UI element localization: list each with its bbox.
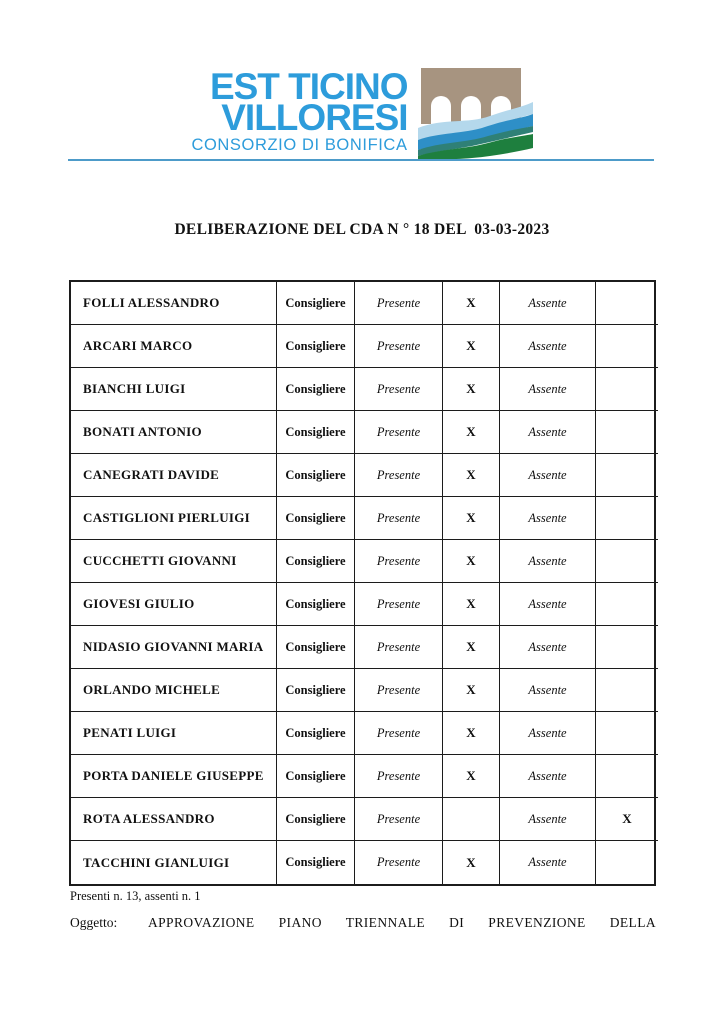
present-mark: X [443, 454, 500, 497]
present-mark [443, 798, 500, 841]
present-label: Presente [355, 282, 443, 325]
absent-label: Assente [500, 712, 596, 755]
absent-label: Assente [500, 325, 596, 368]
absent-mark [596, 454, 658, 497]
absent-mark [596, 669, 658, 712]
member-role: Consigliere [277, 282, 355, 325]
absent-mark [596, 325, 658, 368]
present-mark: X [443, 411, 500, 454]
absent-label: Assente [500, 669, 596, 712]
present-label: Presente [355, 540, 443, 583]
member-name: GIOVESI GIULIO [71, 583, 277, 626]
absent-mark [596, 583, 658, 626]
present-label: Presente [355, 583, 443, 626]
member-name: ORLANDO MICHELE [71, 669, 277, 712]
present-mark: X [443, 583, 500, 626]
absent-label: Assente [500, 497, 596, 540]
member-role: Consigliere [277, 712, 355, 755]
member-role: Consigliere [277, 798, 355, 841]
absent-mark [596, 712, 658, 755]
member-name: PORTA DANIELE GIUSEPPE [71, 755, 277, 798]
present-mark: X [443, 282, 500, 325]
absent-label: Assente [500, 798, 596, 841]
present-label: Presente [355, 841, 443, 884]
consortium-logo [0, 64, 724, 159]
absent-mark [596, 411, 658, 454]
present-mark: X [443, 712, 500, 755]
subject-label: Oggetto: [70, 915, 118, 930]
member-role: Consigliere [277, 626, 355, 669]
absent-label: Assente [500, 841, 596, 884]
member-name: BONATI ANTONIO [71, 411, 277, 454]
logo-title-line2: VILLORESI [221, 96, 408, 138]
member-role: Consigliere [277, 454, 355, 497]
member-role: Consigliere [277, 368, 355, 411]
member-name: CANEGRATI DAVIDE [71, 454, 277, 497]
member-role: Consigliere [277, 411, 355, 454]
absent-mark [596, 497, 658, 540]
member-name: TACCHINI GIANLUIGI [71, 841, 277, 884]
present-mark: X [443, 368, 500, 411]
absent-label: Assente [500, 540, 596, 583]
member-name: ARCARI MARCO [71, 325, 277, 368]
member-name: CASTIGLIONI PIERLUIGI [71, 497, 277, 540]
present-label: Presente [355, 712, 443, 755]
absent-label: Assente [500, 454, 596, 497]
logo-subtitle: CONSORZIO DI BONIFICA [191, 136, 408, 155]
present-label: Presente [355, 497, 443, 540]
logo-wordmark [191, 65, 408, 155]
present-mark: X [443, 540, 500, 583]
present-label: Presente [355, 755, 443, 798]
page-title: DELIBERAZIONE DEL CDA N ° 18 DEL 03-03-2023 [174, 221, 550, 238]
attendance-table [69, 280, 656, 886]
bridge-waves-icon [418, 64, 533, 159]
member-role: Consigliere [277, 841, 355, 884]
absent-mark [596, 282, 658, 325]
member-role: Consigliere [277, 583, 355, 626]
present-mark: X [443, 497, 500, 540]
member-role: Consigliere [277, 669, 355, 712]
header-divider-line [68, 159, 654, 161]
absent-mark [596, 755, 658, 798]
present-label: Presente [355, 368, 443, 411]
present-label: Presente [355, 669, 443, 712]
present-mark: X [443, 755, 500, 798]
absent-label: Assente [500, 368, 596, 411]
member-name: CUCCHETTI GIOVANNI [71, 540, 277, 583]
absent-label: Assente [500, 626, 596, 669]
absent-mark [596, 368, 658, 411]
subject-text: APPROVAZIONE PIANO TRIENNALE DI PREVENZIONE DELLA [148, 915, 656, 930]
absent-mark [596, 626, 658, 669]
logo-title-line1: EST TICINO [209, 65, 408, 107]
member-name: ROTA ALESSANDRO [71, 798, 277, 841]
absent-label: Assente [500, 282, 596, 325]
member-name: FOLLI ALESSANDRO [71, 282, 277, 325]
member-role: Consigliere [277, 325, 355, 368]
member-role: Consigliere [277, 497, 355, 540]
member-role: Consigliere [277, 540, 355, 583]
member-name: NIDASIO GIOVANNI MARIA [71, 626, 277, 669]
absent-label: Assente [500, 583, 596, 626]
present-mark: X [443, 669, 500, 712]
present-label: Presente [355, 454, 443, 497]
member-name: BIANCHI LUIGI [71, 368, 277, 411]
presence-summary: Presenti n. 13, assenti n. 1 [70, 889, 201, 903]
present-mark: X [443, 626, 500, 669]
present-mark: X [443, 841, 500, 884]
present-label: Presente [355, 325, 443, 368]
absent-mark [596, 841, 658, 884]
present-mark: X [443, 325, 500, 368]
present-label: Presente [355, 626, 443, 669]
subject-row [70, 915, 656, 931]
member-role: Consigliere [277, 755, 355, 798]
absent-label: Assente [500, 755, 596, 798]
absent-mark [596, 540, 658, 583]
absent-mark: X [596, 798, 658, 841]
present-label: Presente [355, 411, 443, 454]
present-label: Presente [355, 798, 443, 841]
member-name: PENATI LUIGI [71, 712, 277, 755]
absent-label: Assente [500, 411, 596, 454]
